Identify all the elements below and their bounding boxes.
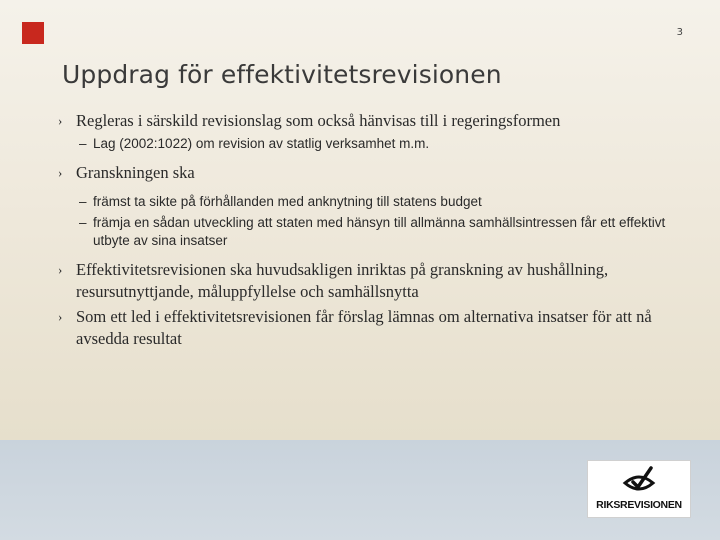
bullet-text: Som ett led i effektivitetsrevisionen får förslag lämnas om alternativa insatser för att nå avsedda resultat xyxy=(76,307,652,348)
sub-bullet-text: Lag (2002:1022) om revision av statlig verksamhet m.m. xyxy=(93,136,430,151)
eye-check-logo-icon xyxy=(622,465,656,497)
sub-bullet-item xyxy=(58,135,678,153)
sub-bullet-item xyxy=(58,214,678,250)
page-number: 3 xyxy=(676,27,683,38)
logo-text: RIKSREVISIONEN xyxy=(596,499,682,511)
slide-title: Uppdrag för effektivitetsrevisionen xyxy=(62,60,502,89)
red-accent-square xyxy=(22,22,44,44)
bullet-item xyxy=(58,306,678,350)
bullet-item xyxy=(58,259,678,303)
sub-bullet-item xyxy=(58,193,678,211)
bullet-marker: › xyxy=(58,309,63,324)
bullet-text: Regleras i särskild revisionslag som också hänvisas till i regeringsformen xyxy=(76,111,561,130)
bullet-marker: › xyxy=(58,113,63,128)
bullet-item xyxy=(58,162,678,184)
bullet-text: Granskningen ska xyxy=(76,163,195,182)
bullet-marker: › xyxy=(58,165,63,180)
sub-bullet-marker: – xyxy=(79,215,87,230)
sub-bullet-marker: – xyxy=(79,194,87,209)
bullet-item xyxy=(58,110,678,132)
bullet-text: Effektivitetsrevisionen ska huvudsakligen inriktas på granskning av hushållning, resursutnyttjande, måluppfyllelse och samhällsnytta xyxy=(76,260,609,301)
sub-bullet-text: främst ta sikte på förhållanden med anknytning till statens budget xyxy=(93,194,482,209)
sub-bullet-text: främja en sådan utveckling att staten med hänsyn till allmänna samhällsintressen får ett effektivt utbyte av sina insatser xyxy=(93,215,666,248)
bullet-marker: › xyxy=(58,262,63,277)
sub-bullet-marker: – xyxy=(79,136,87,151)
riksrevisionen-logo xyxy=(587,460,691,518)
bullet-list xyxy=(58,110,678,353)
